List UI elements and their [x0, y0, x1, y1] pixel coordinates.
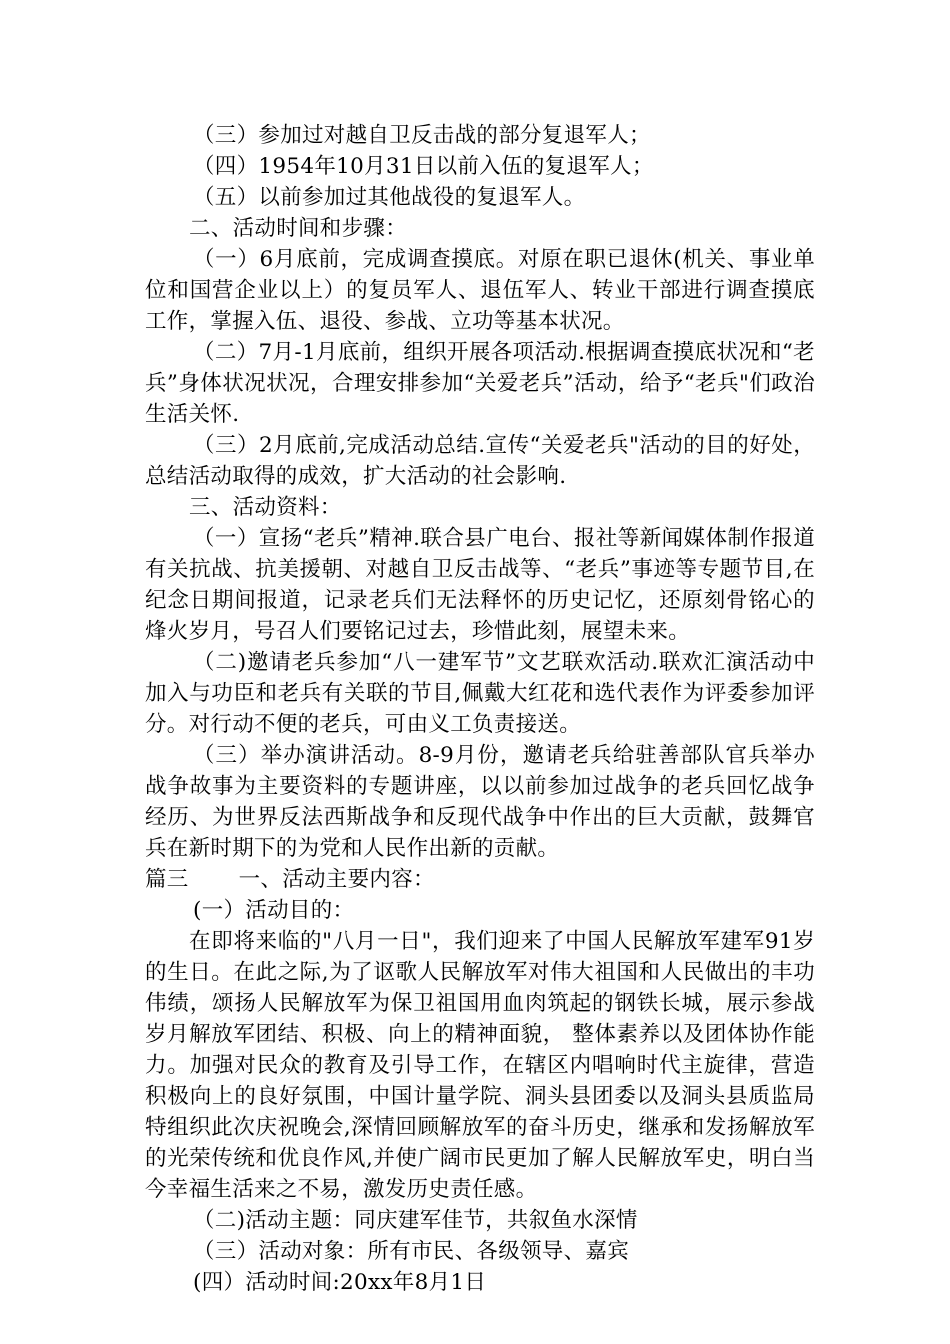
- paragraph: （二)邀请老兵参加“八一建军节”文艺联欢活动.联欢汇演活动中加入与功臣和老兵有关联的节目,佩戴大红花和选代表作为评委参加评分。对行动不便的老兵，可由义工负责接送。: [145, 650, 815, 737]
- section-heading: 一、活动主要内容：: [238, 867, 435, 892]
- section-heading: 二、活动时间和步骤：: [189, 216, 408, 241]
- section-title-line: [145, 864, 815, 895]
- paragraph: 在即将来临的"八月一日"，我们迎来了中国人民解放军建军91岁的生日。在此之际,为了讴歌人民解放军对伟大祖国和人民做出的丰功伟绩，颂扬人民解放军为保卫祖国用血肉筑起的钢铁长城，展示参战岁月解放军团结、积极、向上的精神面貌， 整体素养以及团体协作能力。加强对民众的教育及引导工作，在辖区内唱响时代主旋律，营造积极向上的良好氛围，中国计量学院、洞头县团委以及洞头县质监局特组织此次庆祝晚会,深情回顾解放军的奋斗历史，继承和发扬解放军的光荣传统和优良作风,并使广阔市民更加了解人民解放军史，明白当今幸福生活来之不易，激发历史责任感。: [145, 929, 815, 1202]
- paragraph: （二)活动主题：同庆建军佳节，共叙鱼水深情: [193, 1208, 638, 1233]
- document-body: [145, 120, 815, 1298]
- paragraph: （二）7月-1月底前，组织开展各项活动.根据调查摸底状况和“老兵”身体状况状况，合理安排参加“关爱老兵”活动，给予“老兵"们政治生活关怀.: [145, 340, 815, 427]
- paragraph: （三）举办演讲活动。8-9月份，邀请老兵给驻善部队官兵举办战争故事为主要资料的专题讲座，以以前参加过战争的老兵回忆战争经历、为世界反法西斯战争和反现代战争中作出的巨大贡献，鼓舞官兵在新时期下的为党和人民作出新的贡献。: [145, 743, 815, 861]
- paragraph: （三）活动对象：所有市民、各级领导、嘉宾: [193, 1239, 630, 1264]
- paragraph: (四）活动时间:20xx年8月1日: [193, 1270, 487, 1295]
- paragraph: （三）2月底前,完成活动总结.宣传“关爱老兵"活动的目的好处，总结活动取得的成效，扩大活动的社会影响.: [145, 433, 815, 489]
- paragraph: (一）活动目的：: [193, 898, 355, 923]
- paragraph: （一）宣扬“老兵”精神.联合县广电台、报社等新闻媒体制作报道有关抗战、抗美援朝、对越自卫反击战等、“老兵”事迹等专题节目,在纪念日期间报道，记录老兵们无法释怀的历史记忆，还原刻骨铭心的烽火岁月，号召人们要铭记过去，珍惜此刻，展望未来。: [145, 526, 815, 644]
- paragraph: （四）1954年10月31日以前入伍的复退军人；: [193, 154, 654, 179]
- section-heading: 三、活动资料：: [189, 495, 342, 520]
- paragraph: （三）参加过对越自卫反击战的部分复退军人；: [193, 123, 651, 148]
- paragraph: （五）以前参加过其他战役的复退军人。: [193, 185, 586, 210]
- section-label: 篇三: [145, 867, 189, 892]
- paragraph: （一）6月底前，完成调查摸底。对原在职已退休(机关、事业单位和国营企业以上）的复员军人、退伍军人、转业干部进行调查摸底工作，掌握入伍、退役、参战、立功等基本状况。: [145, 247, 815, 334]
